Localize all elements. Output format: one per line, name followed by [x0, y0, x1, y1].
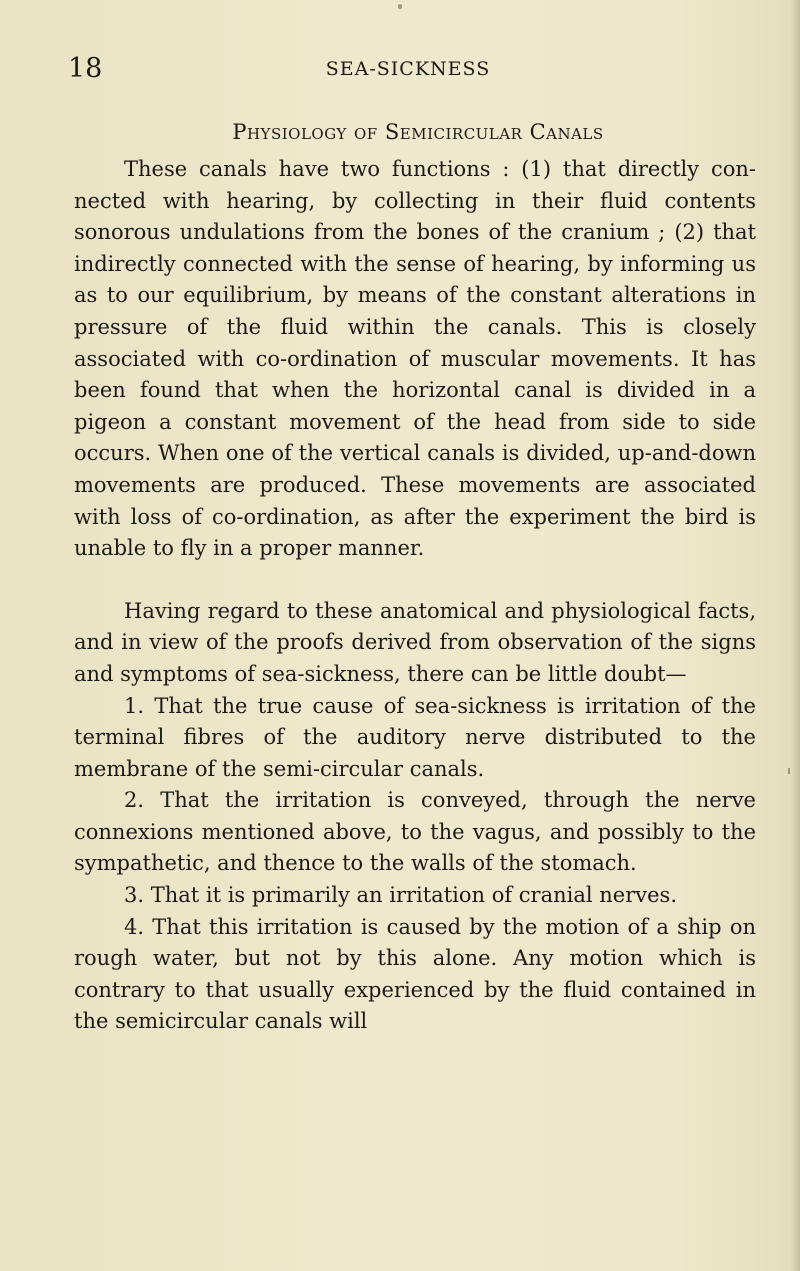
- print-speck: [398, 4, 402, 9]
- page-header: [68, 52, 748, 86]
- paragraph-functions: These canals have two functions : (1) that directly connected with hearing, by collecting in their fluid contents sonorous undulations from the bones of the cranium ; (2) that indirectly connected with the sense of hearing, by informing us as to our equilibrium, by means of the constant alterations in pressure of the fluid within the canals. This is closely associated with co-ordination of muscular movements. It has been found that when the horizontal canal is divided in a pigeon a constant movement of the head from side to side occurs. When one of the vertical canals is divided, up-and-down movements are produced. These movements are associated with loss of co-ordination, as after the experiment the bird is unable to fly in a proper manner.: [74, 157, 756, 561]
- list-item-3: 3. That it is primarily an irritation of cranial nerves.: [124, 883, 678, 908]
- list-item-4: 4. That this irritation is caused by the motion of a ship on rough water, but not by this alone. Any motion which is contrary to that usually experienced by the fluid contained in the semicircular canals will: [74, 914, 756, 1034]
- list-item-1: 1. That the true cause of sea-sickness is irritation of the terminal fibres of the auditory nerve distributed to the membrane of the semi-circular canals.: [74, 693, 756, 781]
- running-head: SEA-SICKNESS: [325, 58, 491, 80]
- list-item-2: 2. That the irritation is conveyed, through the nerve connexions mentioned above, to the vagus, and possibly to the sympathetic, and thence to the walls of the stomach.: [74, 788, 756, 876]
- body-text: [74, 154, 756, 1038]
- page-edge-shadow: [790, 0, 800, 1271]
- section-title: Physiology of Semicircular Canals: [232, 120, 604, 144]
- page-number: 18: [68, 53, 103, 84]
- paragraph-conclusion-intro: Having regard to these anatomical and physiological facts, and in view of the proofs derived from observation of the signs and symptoms of sea-sickness, there can be little doubt—: [74, 598, 756, 686]
